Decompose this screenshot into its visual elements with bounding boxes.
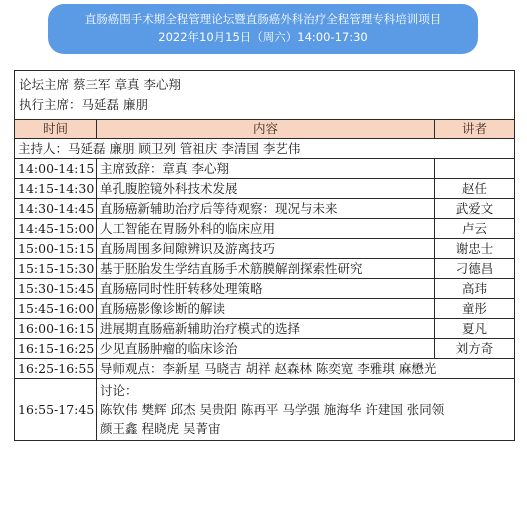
column-header-row bbox=[15, 120, 515, 139]
column-header-speaker: 讲者 bbox=[435, 120, 515, 139]
mentor-content: 导师观点：李新星 马晓吉 胡祥 赵森林 陈奕宽 李雅琪 麻懋光 bbox=[97, 359, 515, 379]
session-speaker: 刁德昌 bbox=[435, 259, 515, 279]
forum-exec-chair: 执行主席：马延磊 廉朋 bbox=[19, 97, 148, 112]
column-header-content: 内容 bbox=[97, 120, 435, 139]
session-topic: 人工智能在胃肠外科的临床应用 bbox=[97, 219, 435, 239]
session-time: 15:30-15:45 bbox=[15, 279, 97, 299]
title-banner bbox=[48, 4, 478, 54]
session-speaker: 刘方奇 bbox=[435, 339, 515, 359]
session-topic: 直肠癌影像诊断的解读 bbox=[97, 299, 435, 319]
session-time: 15:15-15:30 bbox=[15, 259, 97, 279]
session-topic: 基于胚胎发生学结直肠手术筋膜解剖探索性研究 bbox=[97, 259, 435, 279]
session-row bbox=[15, 239, 515, 259]
banner-title: 直肠癌围手术期全程管理论坛暨直肠癌外科治疗全程管理专科培训项目 bbox=[84, 12, 442, 26]
session-speaker: 武爱文 bbox=[435, 199, 515, 219]
session-time: 14:15-14:30 bbox=[15, 179, 97, 199]
session-row bbox=[15, 279, 515, 299]
session-topic: 直肠癌新辅助治疗后等待观察：现况与未来 bbox=[97, 199, 435, 219]
session-time: 16:00-16:15 bbox=[15, 319, 97, 339]
session-topic: 直肠周围多间隙辨识及游离技巧 bbox=[97, 239, 435, 259]
discussion-time: 16:55-17:45 bbox=[15, 379, 97, 441]
session-speaker: 夏凡 bbox=[435, 319, 515, 339]
session-row bbox=[15, 159, 515, 179]
session-topic: 进展期直肠癌新辅助治疗模式的选择 bbox=[97, 319, 435, 339]
session-time: 14:30-14:45 bbox=[15, 199, 97, 219]
session-speaker: 卢云 bbox=[435, 219, 515, 239]
session-row bbox=[15, 259, 515, 279]
mentor-time: 16:25-16:55 bbox=[15, 359, 97, 379]
session-time: 16:15-16:25 bbox=[15, 339, 97, 359]
session-row bbox=[15, 319, 515, 339]
session-topic: 少见直肠肿瘤的临床诊治 bbox=[97, 339, 435, 359]
session-time: 14:45-15:00 bbox=[15, 219, 97, 239]
session-speaker: 童彤 bbox=[435, 299, 515, 319]
discussion-panel-line2: 颜王鑫 程晓虎 吴菁宙 bbox=[100, 421, 221, 436]
session-time: 15:00-15:15 bbox=[15, 239, 97, 259]
session-time: 14:00-14:15 bbox=[15, 159, 97, 179]
session-row bbox=[15, 299, 515, 319]
session-row bbox=[15, 219, 515, 239]
forum-chairs-cell bbox=[15, 71, 515, 120]
session-speaker: 赵任 bbox=[435, 179, 515, 199]
discussion-label: 讨论： bbox=[100, 383, 138, 398]
session-row bbox=[15, 199, 515, 219]
mentor-row bbox=[15, 359, 515, 379]
session-time: 15:45-16:00 bbox=[15, 299, 97, 319]
session-topic: 主席致辞：章真 李心翔 bbox=[97, 159, 435, 179]
schedule-table bbox=[14, 70, 515, 441]
forum-chair: 论坛主席 蔡三军 章真 李心翔 bbox=[19, 77, 181, 92]
column-header-time: 时间 bbox=[15, 120, 97, 139]
banner-datetime: 2022年10月15日（周六）14:00-17:30 bbox=[158, 30, 368, 44]
session-topic: 直肠癌同时性肝转移处理策略 bbox=[97, 279, 435, 299]
session-row bbox=[15, 339, 515, 359]
discussion-row bbox=[15, 379, 515, 441]
hosts-row bbox=[15, 139, 515, 159]
hosts-cell: 主持人：马延磊 廉朋 顾卫列 管祖庆 李清国 李艺伟 bbox=[15, 139, 515, 159]
discussion-content bbox=[97, 379, 515, 441]
forum-chairs-row bbox=[15, 71, 515, 120]
session-rows bbox=[15, 159, 515, 359]
session-row bbox=[15, 179, 515, 199]
session-speaker: 谢忠士 bbox=[435, 239, 515, 259]
session-topic: 单孔腹腔镜外科技术发展 bbox=[97, 179, 435, 199]
session-speaker: 高玮 bbox=[435, 279, 515, 299]
session-speaker bbox=[435, 159, 515, 179]
discussion-panel-line1: 陈钦伟 樊辉 邱杰 吴贵阳 陈再平 马学强 施海华 许建国 张同领 bbox=[100, 402, 445, 417]
